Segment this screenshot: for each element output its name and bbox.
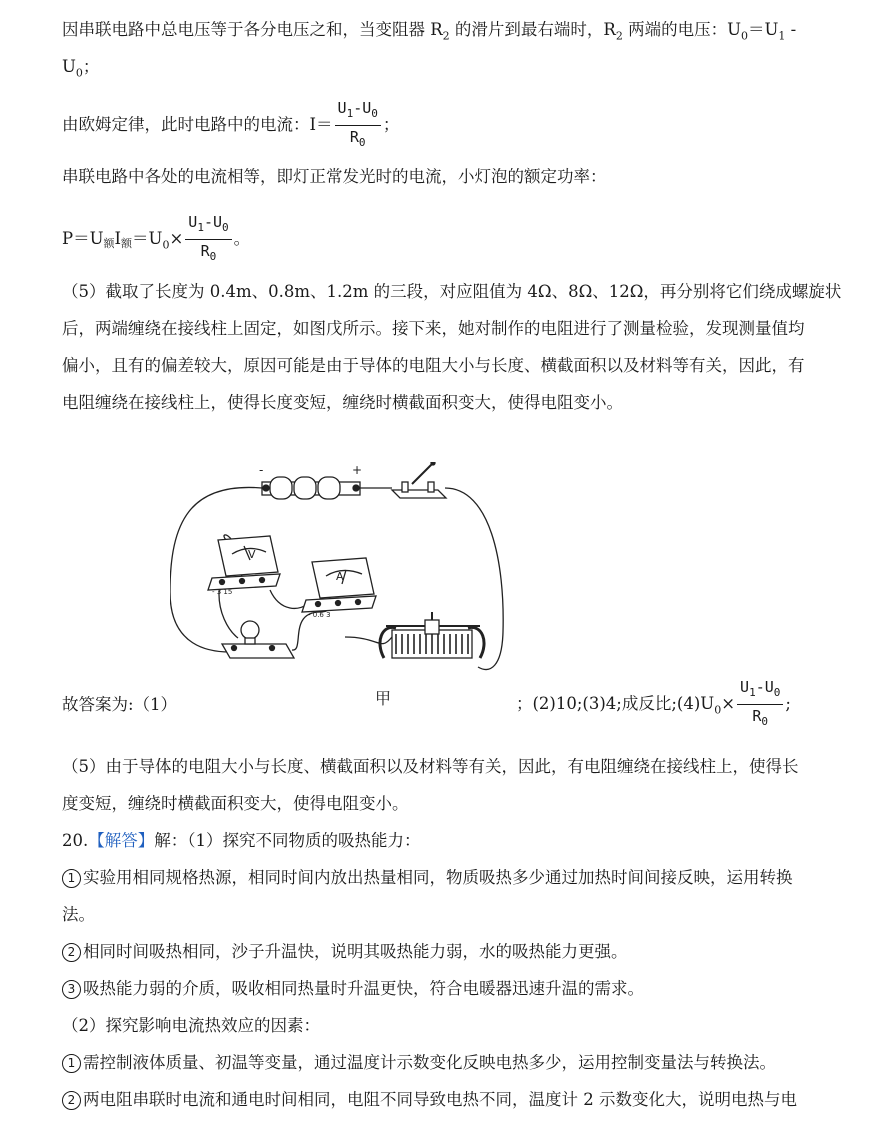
text: ＝U (748, 20, 779, 39)
lamp (222, 621, 294, 658)
subscript: 0 (162, 238, 170, 252)
answer-line-right (516, 677, 791, 732)
text: 解：（1）探究不同物质的吸热能力： (154, 831, 421, 850)
text: 需控制液体质量、初温等变量，通过温度计示数变化反映电热多少，运用控制变量法与转换法。 (83, 1053, 776, 1072)
sym: R (349, 128, 359, 146)
text: I (114, 229, 122, 248)
text: 偏小，且有的偏差较大，原因可能是由于导体的电阻大小与长度、横截面积以及材料等有关，因此，有 (62, 356, 805, 375)
paragraph-line (62, 356, 805, 376)
formula-line-current (62, 98, 399, 153)
ammeter-label: A (336, 570, 344, 583)
text: （2）探究影响电流热效应的因素： (62, 1016, 320, 1035)
circuit-diagram (170, 462, 515, 712)
paragraph-line (62, 393, 623, 413)
sym: -U (755, 678, 774, 696)
subscript: 1 (197, 221, 204, 234)
text: 由欧姆定律，此时电路中的电流：I＝ (62, 115, 333, 134)
text: U (62, 57, 76, 76)
voltmeter-terminals: - 3 15 (212, 588, 233, 596)
text: 度变短，缠绕时横截面积变大，使得电阻变小。 (62, 794, 409, 813)
sym: U (188, 213, 198, 231)
ammeter-terminals: - 0.6 3 (308, 611, 331, 619)
text: ＝U (132, 229, 163, 248)
subscript: 0 (714, 703, 722, 717)
text: 的滑片到最右端时，R (449, 20, 616, 39)
subscript: 2 (442, 29, 450, 43)
subscript: 0 (358, 136, 366, 149)
subscript: 额 (121, 237, 133, 250)
list-item (62, 979, 644, 999)
fraction-numerator (335, 98, 381, 126)
question-number: 20. (62, 831, 89, 850)
subscript: 0 (761, 715, 769, 728)
rheostat (380, 612, 484, 658)
sym: -U (203, 213, 222, 231)
text: ； (382, 115, 400, 134)
circled-number: 2 (62, 1091, 81, 1110)
circled-number: 2 (62, 943, 81, 962)
subscript: 0 (222, 221, 229, 234)
text: 吸热能力弱的介质，吸收相同热量时升温更快，符合电暖器迅速升温的需求。 (83, 979, 644, 998)
text: 电阻缠绕在接线柱上，使得长度变短，缠绕时横截面积变大，使得电阻变小。 (62, 393, 623, 412)
list-item (62, 868, 793, 888)
subscript: 1 (778, 29, 786, 43)
fraction-denominator (737, 705, 783, 732)
text: ； (82, 57, 100, 76)
fraction-denominator (335, 126, 381, 153)
fraction (335, 98, 381, 153)
subscript: 0 (773, 686, 781, 699)
list-item (62, 905, 95, 925)
sym: U (337, 99, 347, 117)
paragraph-line (62, 794, 409, 814)
subscript: 1 (749, 686, 756, 699)
text: 实验用相同规格热源，相同时间内放出热量相同，物质吸热多少通过加热时间间接反映，运用转换 (83, 868, 793, 887)
paragraph-line (62, 57, 99, 83)
answer-tag: 【解答】 (88, 831, 155, 850)
list-item (62, 1090, 797, 1110)
list-item (62, 1053, 776, 1073)
circled-number: 3 (62, 980, 81, 999)
text: × (169, 229, 184, 248)
text: 因串联电路中总电压等于各分电压之和，当变阻器 R (62, 20, 443, 39)
text: ；(2)10;(3)4;成反比;(4)U (516, 694, 715, 713)
minus-label: - (259, 463, 264, 477)
text: 两端的电压：U (622, 20, 741, 39)
answer-line-left (62, 695, 177, 715)
fraction-denominator (185, 240, 231, 267)
battery (262, 477, 360, 499)
subscript: 额 (103, 237, 115, 250)
list-item (62, 942, 628, 962)
text: P＝U (62, 229, 104, 248)
fraction-numerator (185, 212, 231, 240)
fraction (185, 212, 231, 267)
circled-number: 1 (62, 869, 81, 888)
text: ; (785, 694, 791, 713)
question-header (62, 831, 421, 851)
subscript: 1 (346, 107, 354, 120)
text: （5）由于导体的电阻大小与长度、横截面积以及材料等有关，因此，有电阻缠绕在接线柱上，使得长 (62, 757, 799, 776)
formula-line-power (62, 212, 250, 267)
paragraph-line (62, 20, 796, 46)
sym: R (200, 242, 210, 260)
subscript: 0 (741, 29, 748, 43)
circled-number: 1 (62, 1054, 81, 1073)
paragraph-line (62, 167, 607, 187)
list-item (62, 1016, 320, 1036)
paragraph-line (62, 757, 799, 777)
sym: R (752, 707, 762, 725)
paragraph-line (62, 319, 805, 339)
voltmeter-label: V (248, 548, 256, 561)
text: 故答案为:（1） (62, 695, 178, 714)
plus-label: + (352, 463, 363, 477)
text: （5）截取了长度为 0.4m、0.8m、1.2m 的三段，对应阻值为 4Ω、8Ω、12Ω，再分别将它们绕成螺旋状 (62, 282, 842, 301)
paragraph-line (62, 282, 841, 302)
fraction (737, 677, 783, 732)
text: 相同时间吸热相同，沙子升温快，说明其吸热能力弱，水的吸热能力更强。 (83, 942, 628, 961)
text: 。 (233, 229, 251, 248)
text: 串联电路中各处的电流相等，即灯正常发光时的电流，小灯泡的额定功率： (62, 167, 607, 186)
subscript: 0 (371, 107, 378, 120)
fraction-numerator (737, 677, 783, 705)
sym: -U (353, 99, 372, 117)
ammeter (302, 558, 376, 612)
subscript: 2 (615, 29, 623, 43)
subscript: 0 (75, 66, 83, 80)
sym: U (740, 678, 750, 696)
text: 两电阻串联时电流和通电时间相同，电阻不同导致电热不同，温度计 2 示数变化大，说明电热与电 (83, 1090, 797, 1109)
switch (392, 462, 446, 498)
voltmeter (208, 536, 280, 590)
text: 法。 (62, 905, 95, 924)
text: - (785, 20, 797, 39)
text: 后，两端缠绕在接线柱上固定，如图戊所示。接下来，她对制作的电阻进行了测量检验，发现测量值均 (62, 319, 805, 338)
figure-caption: 甲 (375, 689, 392, 708)
text: × (721, 694, 736, 713)
wire (345, 637, 392, 644)
subscript: 0 (209, 250, 217, 263)
